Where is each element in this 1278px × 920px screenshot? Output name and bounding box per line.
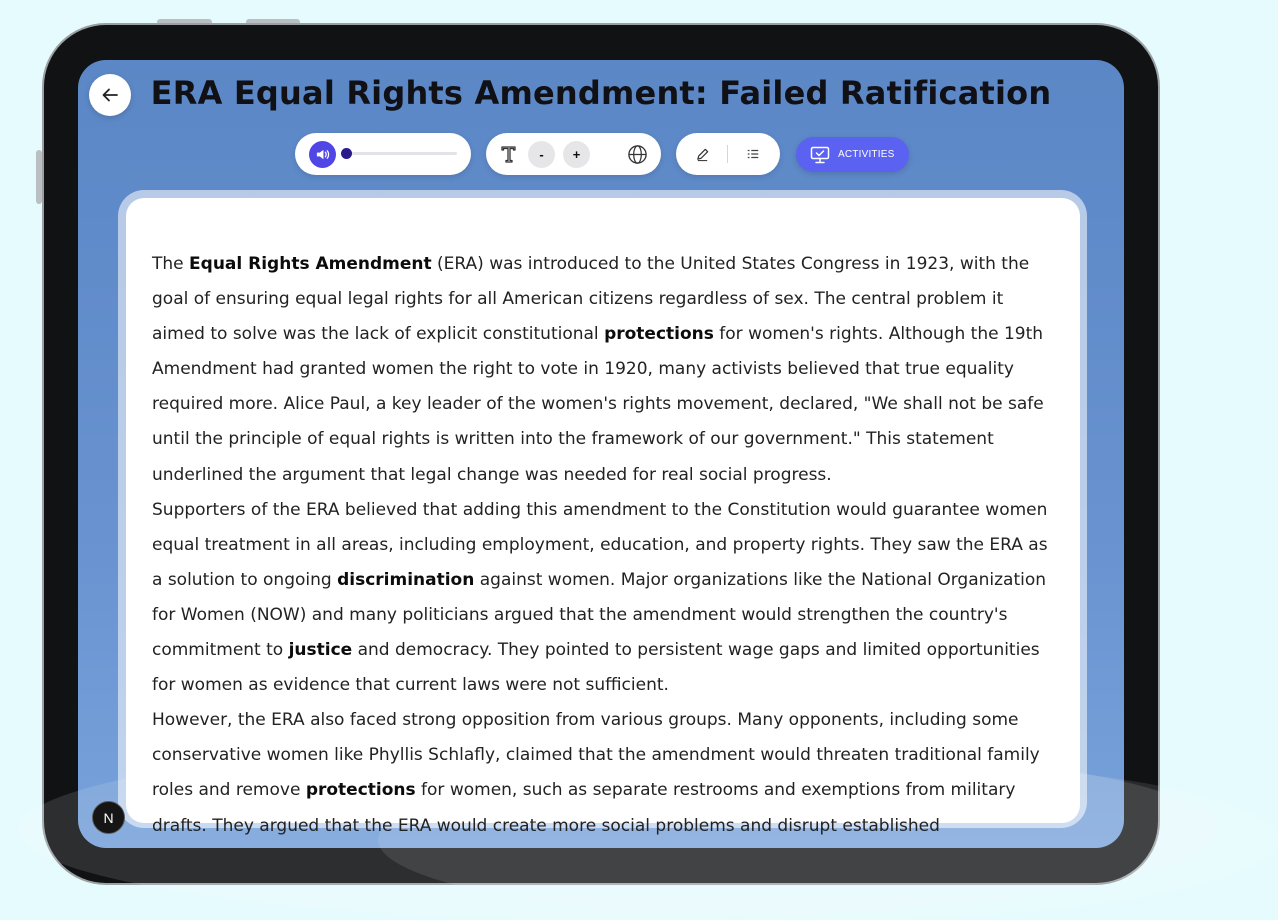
speaker-icon bbox=[315, 147, 330, 162]
power-hardware-button bbox=[36, 150, 42, 204]
audio-progress-thumb[interactable] bbox=[341, 148, 352, 159]
reading-paragraph bbox=[152, 493, 1057, 704]
text-segment: against women. Major organizations like the National Organization for Women (NOW) and many politicians argued that the amendment would strengthen the country's commitment to bbox=[152, 569, 1047, 661]
increase-font-button[interactable]: + bbox=[563, 141, 590, 168]
text-segment: Supporters of the ERA believed that adding this amendment to the Constitution would guarantee women equal treatment in all areas, including employment, education, and property rights. They saw the ERA as a solution to ongoing bbox=[152, 499, 1048, 590]
highlight-button[interactable] bbox=[693, 145, 711, 163]
key-term[interactable]: protections bbox=[604, 324, 714, 345]
reading-paragraph bbox=[152, 703, 1057, 843]
key-term[interactable]: protections bbox=[305, 780, 416, 801]
play-audio-button[interactable] bbox=[309, 141, 336, 168]
activities-label: ACTIVITIES bbox=[838, 149, 895, 160]
text-segment: for women, such as separate restrooms and exemptions from military drafts. They argued that the ERA would create more social problems and disrupt established bbox=[152, 780, 1016, 836]
reading-paragraph bbox=[152, 247, 1057, 493]
text-tools bbox=[486, 133, 661, 175]
text-segment: The bbox=[152, 254, 190, 274]
activities-button[interactable] bbox=[796, 137, 909, 172]
app-screen bbox=[78, 60, 1124, 848]
key-term[interactable]: discrimination bbox=[337, 569, 475, 590]
font-size-icon bbox=[499, 143, 521, 165]
audio-progress-track[interactable] bbox=[345, 152, 457, 155]
outline-button[interactable] bbox=[744, 145, 762, 163]
text-segment: (ERA) was introduced to the United States Congress in 1923, with the goal of ensuring equal legal rights for all American citizens regardless of sex. The central problem it aimed to solve was the lack of explicit constitutional bbox=[152, 254, 1030, 345]
framework-badge[interactable]: N bbox=[92, 801, 125, 834]
text-segment: for women's rights. Although the 19th Amendment had granted women the right to vote in 1920, many activists believed that true equality required more. Alice Paul, a key leader of the women's rights movement, declared, "We shall not be safe until the principle of equal rights is written into the framework of our government." This statement underlined the argument that legal change was needed for real social progress. bbox=[152, 324, 1044, 485]
key-term[interactable]: Equal Rights Amendment bbox=[189, 254, 432, 274]
pen-icon bbox=[695, 147, 710, 162]
reading-card[interactable] bbox=[126, 198, 1080, 836]
toolbar-divider bbox=[727, 145, 728, 163]
monitor-icon bbox=[810, 146, 830, 164]
page-title: ERA Equal Rights Amendment: Failed Ratification bbox=[150, 74, 1052, 112]
decrease-font-button[interactable]: - bbox=[528, 141, 555, 168]
font-style-button[interactable] bbox=[498, 142, 522, 166]
globe-icon bbox=[627, 144, 648, 165]
audio-player bbox=[295, 133, 471, 175]
key-term[interactable]: justice bbox=[288, 640, 353, 661]
text-segment: and democracy. They pointed to persistent wage gaps and limited opportunities for women as evidence that current laws were not sufficient. bbox=[152, 640, 1040, 696]
list-icon bbox=[746, 147, 760, 161]
text-segment: However, the ERA also faced strong opposition from various groups. Many opponents, including some conservative women like Phyllis Schlafly, claimed that the amendment would threaten traditional family roles and remove bbox=[152, 710, 1040, 801]
reading-tools bbox=[676, 133, 780, 175]
translate-button[interactable] bbox=[625, 142, 649, 166]
reading-text bbox=[152, 247, 1057, 844]
